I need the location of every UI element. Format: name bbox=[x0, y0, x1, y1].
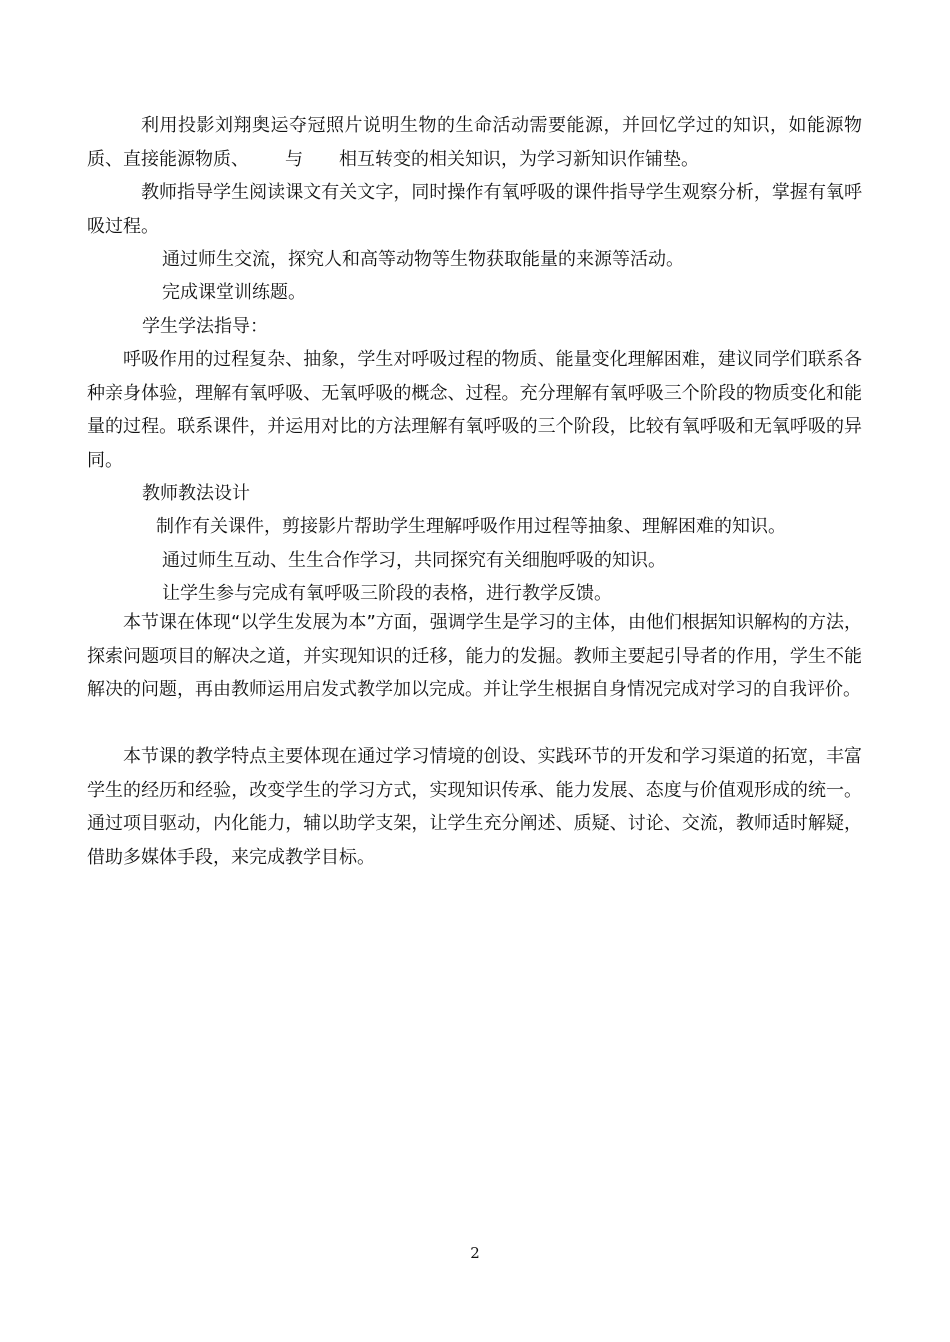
paragraph-feedback: 让学生参与完成有氧呼吸三阶段的表格，进行教学反馈。 bbox=[162, 583, 612, 604]
paragraph-features: 本节课的教学特点主要体现在通过学习情境的创设、实践环节的开发和学习渠道的拓宽，丰富学生的经历和经验，改变学生的学习方式，实现知识传承、能力发展、态度与价值观形成的统一。通过项目驱动，内化能力，辅以助学支架，让学生充分阐述、质疑、讨论、交流，教师适时解疑，借助多媒体手段，来完成教学目标。 bbox=[87, 746, 862, 868]
paragraph-intro-text-c: 相互转变的相关知识，为学习新知识作铺垫。 bbox=[339, 148, 699, 170]
paragraph-student-centered: 本节课在体现“以学生发展为本”方面，强调学生是学习的主体，由他们根据知识解构的方法，探索问题项目的解决之道，并实现知识的迁移，能力的发掘。教师主要起引导者的作用，学生不能解决的问题，再由教师运用启发式教学加以完成。并让学生根据自身情况完成对学习的自我评价。 bbox=[87, 612, 862, 700]
paragraph-exercise: 完成课堂训练题。 bbox=[162, 282, 306, 303]
paragraph-interaction: 通过师生互动、生生合作学习，共同探究有关细胞呼吸的知识。 bbox=[162, 550, 666, 571]
heading-student-method: 学生学法指导： bbox=[142, 316, 268, 337]
heading-teaching-method: 教师教法设计 bbox=[142, 483, 250, 504]
paragraph-intro-text-a: 利用投影刘翔奥运夺冠照片说明生物的生命活动需要能源，并回忆学过的知识，如能源物质、直接能源物质、 bbox=[87, 115, 862, 170]
paragraph-intro-text-b: 与 bbox=[285, 148, 303, 170]
page-number: 2 bbox=[470, 1244, 480, 1262]
paragraph-intro bbox=[87, 109, 862, 176]
paragraph-courseware: 制作有关课件，剪接影片帮助学生理解呼吸作用过程等抽象、理解困难的知识。 bbox=[156, 516, 786, 537]
paragraph-student-method: 呼吸作用的过程复杂、抽象，学生对呼吸过程的物质、能量变化理解困难，建议同学们联系各种亲身体验，理解有氧呼吸、无氧呼吸的概念、过程。充分理解有氧呼吸三个阶段的物质变化和能量的过程。联系课件，并运用对比的方法理解有氧呼吸的三个阶段，比较有氧呼吸和无氧呼吸的异同。 bbox=[87, 349, 862, 471]
paragraph-exchange: 通过师生交流，探究人和高等动物等生物获取能量的来源等活动。 bbox=[162, 249, 684, 270]
paragraph-teacher-guide: 教师指导学生阅读课文有关文字，同时操作有氧呼吸的课件指导学生观察分析，掌握有氧呼吸过程。 bbox=[87, 182, 862, 237]
